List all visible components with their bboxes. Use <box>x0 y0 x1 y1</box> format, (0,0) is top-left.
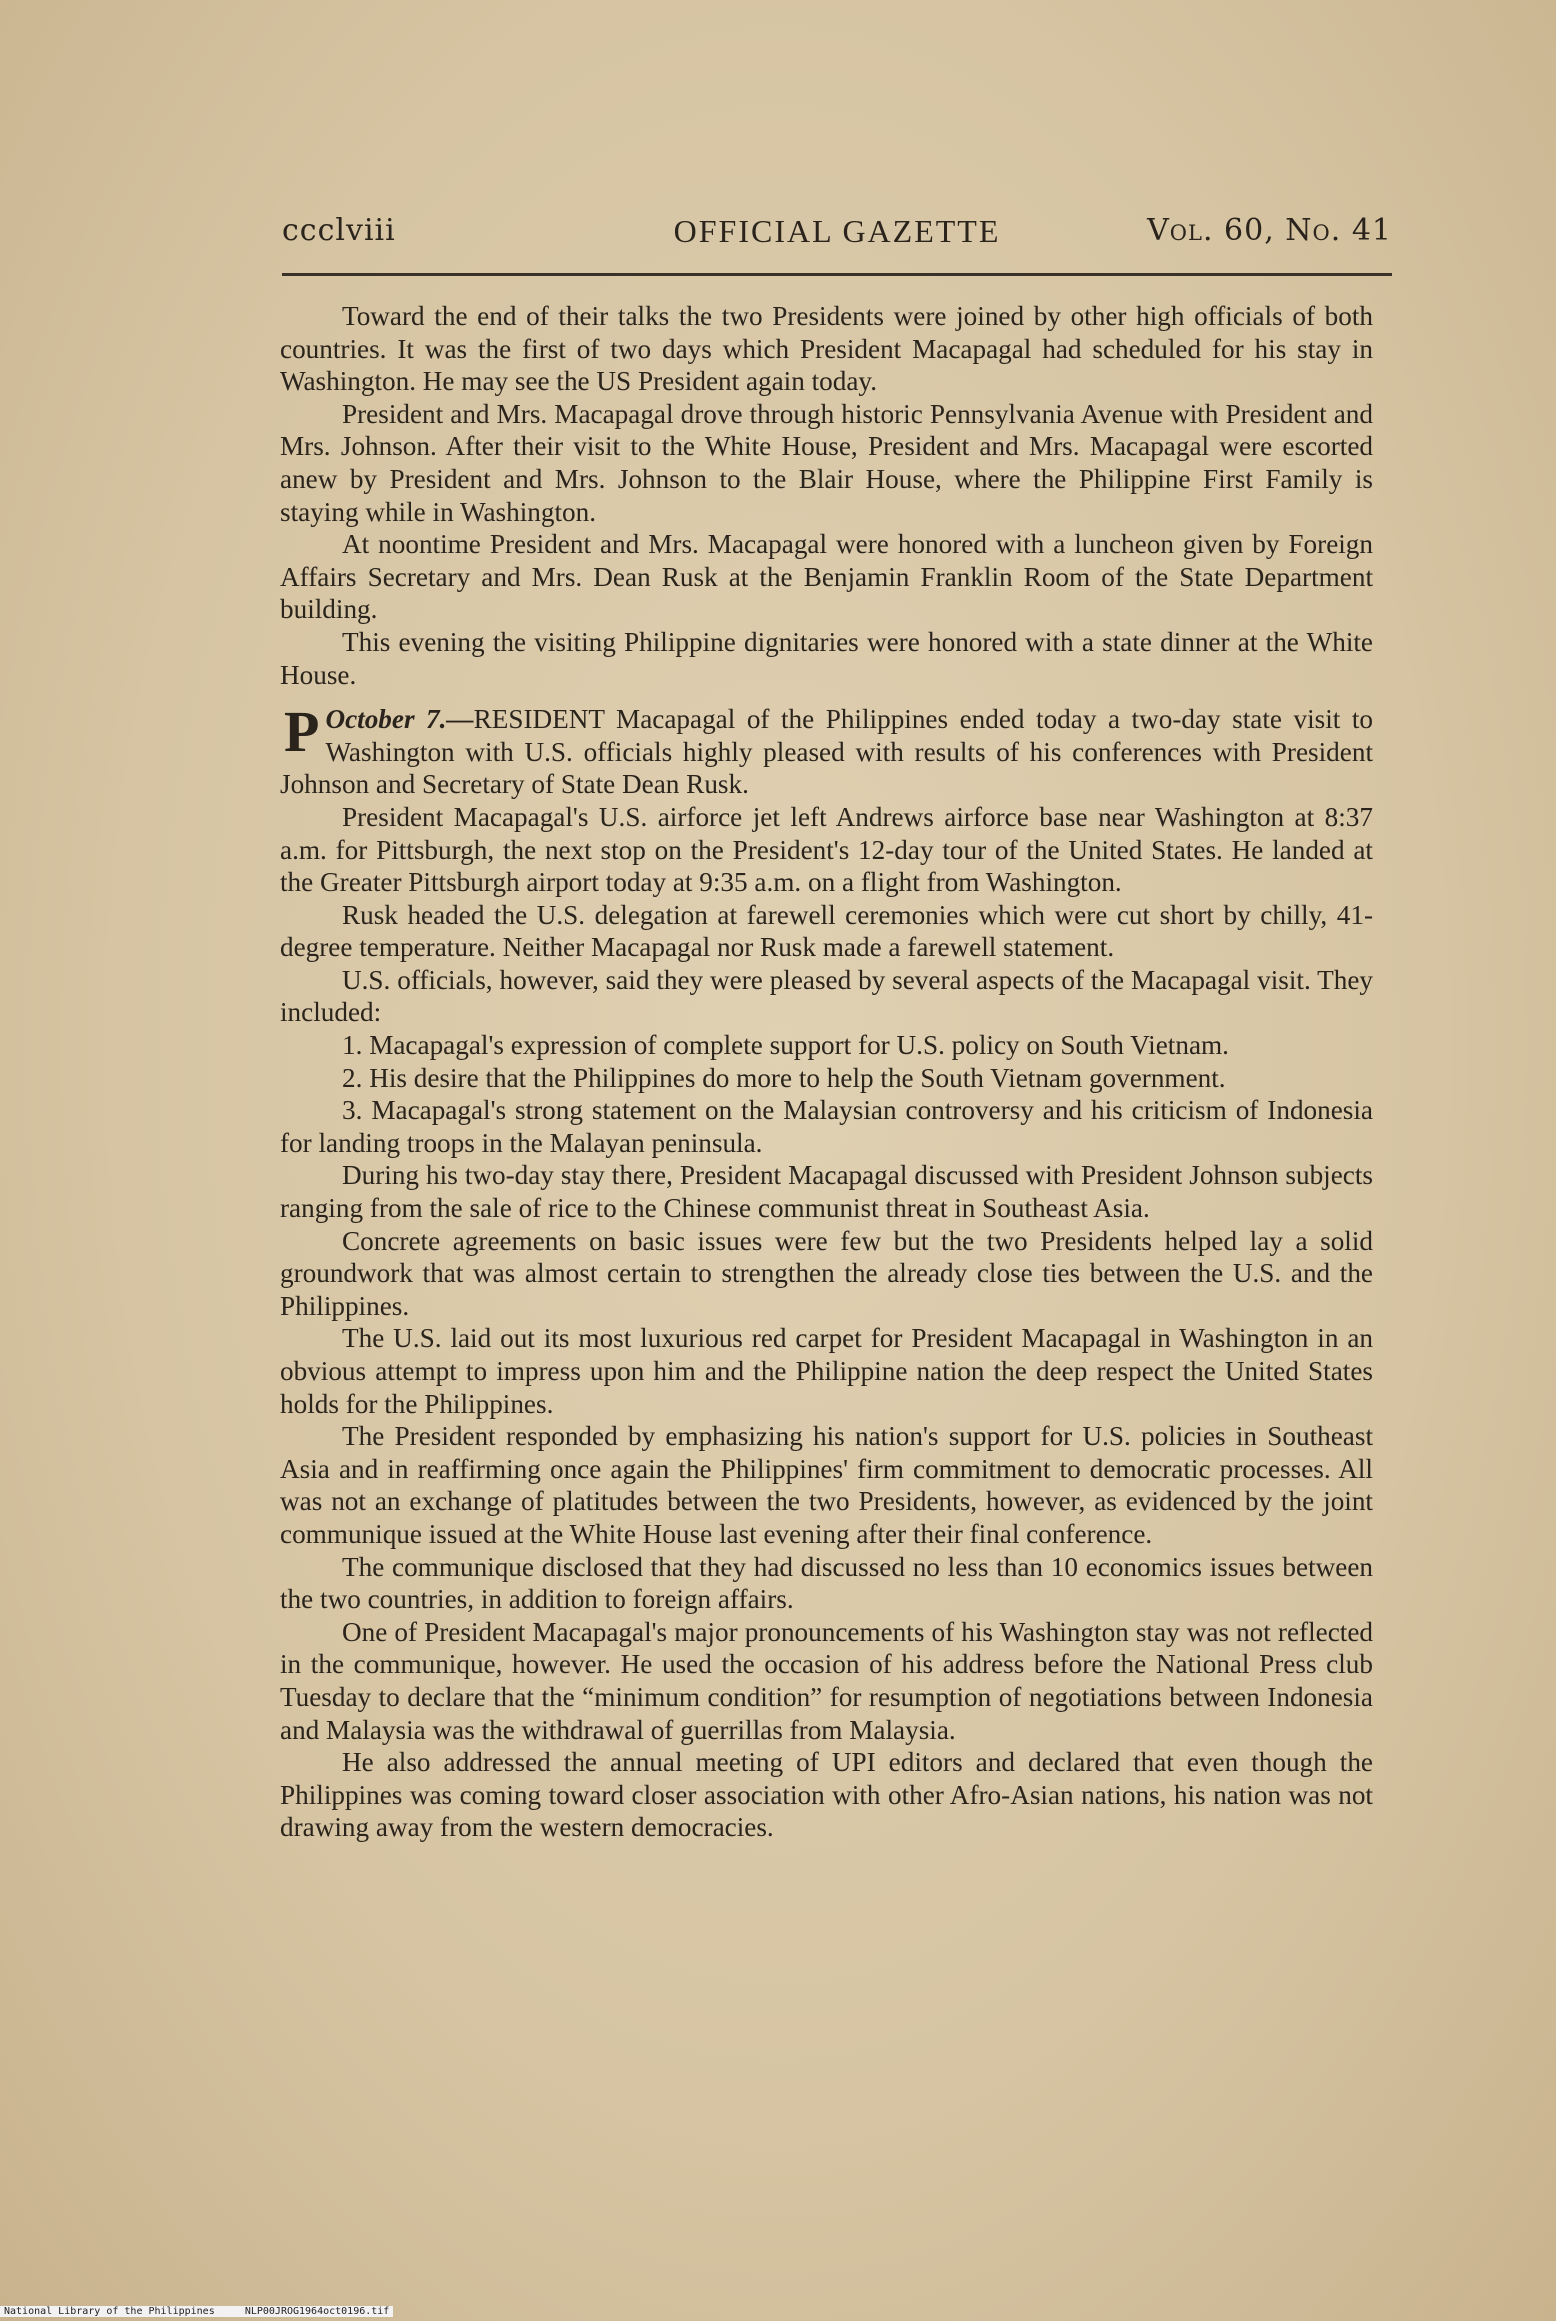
header-rule <box>282 273 1392 276</box>
page-header <box>282 213 1392 263</box>
lead-text: RESIDENT Macapagal of the Philippines ended today a two-day state visit to Washington with U.S. officials highly pleased with results of his conferences with President Johnson and Secretary of State Dean Rusk. <box>280 704 1373 800</box>
paragraph: Rusk headed the U.S. delegation at farewell ceremonies which were cut short by chilly, 41-degree temperature. Neither Macapagal nor Rusk made a farewell statement. <box>280 899 1373 963</box>
paragraph: The communique disclosed that they had discussed no less than 10 economics issues between the two countries, in addition to foreign affairs. <box>280 1551 1373 1615</box>
paragraph: U.S. officials, however, said they were pleased by several aspects of the Macapagal visit. They included: <box>280 964 1373 1028</box>
lead-paragraph <box>280 699 1373 801</box>
paragraph: During his two-day stay there, President Macapagal discussed with President Johnson subjects ranging from the sale of rice to the Chinese communist threat in Southeast Asia. <box>280 1160 1373 1224</box>
list-item: 2. His desire that the Philippines do more to help the South Vietnam government. <box>342 1062 1226 1093</box>
page-number: ccclviii <box>282 213 396 248</box>
paragraph: One of President Macapagal's major pronouncements of his Washington stay was not reflected in the communique, however. He used the occasion of his address before the National Press club Tuesday to declare that the “minimum condition” for resumption of negotiations between Indonesia and Malaysia was the withdrawal of guerrillas from Malaysia. <box>280 1616 1373 1745</box>
volume-issue: Vol. 60, No. 41 <box>1147 213 1392 248</box>
paragraph: This evening the visiting Philippine dignitaries were honored with a state dinner at the White House. <box>280 626 1373 690</box>
list-item: 3. Macapagal's strong statement on the Malaysian controversy and his criticism of Indonesia for landing troops in the Malayan peninsula. <box>280 1095 1373 1158</box>
paragraph: Toward the end of their talks the two Presidents were joined by other high officials of both countries. It was the first of two days which President Macapagal had scheduled for his stay in Washington. He may see the US President again today. <box>280 301 1373 397</box>
paragraph: The President responded by emphasizing his nation's support for U.S. policies in Southeast Asia and in reaffirming once again the Philippines' firm commitment to democratic processes. All was not an exchange of platitudes between the two Presidents, however, as evidenced by the joint communique issued at the White House last evening after their final conference. <box>280 1421 1373 1549</box>
paragraph: At noontime President and Mrs. Macapagal were honored with a luncheon given by Foreign Affairs Secretary and Mrs. Dean Rusk at the Benjamin Franklin Room of the State Department building. <box>280 529 1373 625</box>
paragraph: President and Mrs. Macapagal drove through historic Pennsylvania Avenue with President and Mrs. Johnson. After their visit to the White House, President and Mrs. Macapagal were escorted anew by President and Mrs. Johnson to the Blair House, where the Philippine First Family is staying while in Washington. <box>280 398 1373 527</box>
article-body <box>280 300 1373 1844</box>
paragraph: He also addressed the annual meeting of UPI editors and declared that even though the Philippines was coming toward closer association with other Afro-Asian nations, his nation was not drawing away from the western democracies. <box>280 1747 1373 1843</box>
paragraph: The U.S. laid out its most luxurious red carpet for President Macapagal in Washington in an obvious attempt to impress upon him and the Philippine nation the deep respect the United States holds for the Philippines. <box>280 1323 1373 1419</box>
drop-cap: P <box>284 699 320 765</box>
paragraph: President Macapagal's U.S. airforce jet left Andrews airforce base near Washington at 8:37 a.m. for Pittsburgh, the next stop on the President's 12-day tour of the United States. He landed at the Greater Pittsburgh airport today at 9:35 a.m. on a flight from Washington. <box>280 801 1373 898</box>
paragraph: Concrete agreements on basic issues were few but the two Presidents helped lay a solid groundwork that was almost certain to strengthen the already close ties between the U.S. and the Philippines. <box>280 1225 1373 1321</box>
scan-footer: National Library of the Philippines NLP00JROG1964oct0196.tif <box>0 2306 393 2317</box>
dateline: October 7.— <box>325 704 474 735</box>
list-item: 1. Macapagal's expression of complete support for U.S. policy on South Vietnam. <box>342 1030 1229 1061</box>
publication-title: OFFICIAL GAZETTE <box>673 213 1001 249</box>
